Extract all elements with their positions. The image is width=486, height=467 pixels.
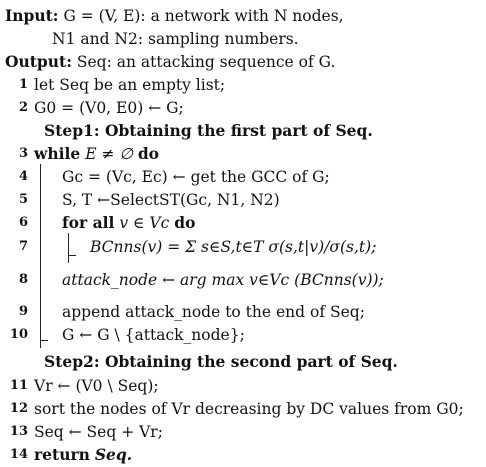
line-number: 3 (18, 146, 28, 161)
while-condition: E ≠ ∅ (85, 145, 133, 163)
for-keyword: for all (62, 213, 115, 232)
line-text: Vr ← (V0 \ Seq); (34, 377, 159, 395)
while-scope-hook (40, 340, 48, 341)
output-label: Output: (5, 52, 72, 71)
do-keyword: do (137, 144, 159, 163)
return-value: Seq. (94, 445, 133, 464)
for-condition: v ∈ Vc (119, 214, 170, 232)
line-text: let Seq be an empty list; (34, 76, 226, 94)
input-label: Input: (5, 6, 59, 25)
line-number: 1 (18, 77, 28, 92)
line-text: attack_node ← arg max v∈Vc (BCnns(v)); (62, 271, 384, 289)
line-text: Gc = (Vc, Ec) ← get the GCC of G; (62, 168, 330, 186)
line-number: 9 (18, 304, 28, 319)
line-number: 2 (18, 100, 28, 115)
line-number: 13 (9, 424, 28, 439)
line-text: sort the nodes of Vr decreasing by DC values from G0; (34, 400, 464, 418)
return-keyword: return (34, 445, 90, 464)
line-text: G ← G \ {attack_node}; (62, 326, 245, 344)
line-text: Seq ← Seq + Vr; (34, 423, 163, 441)
line-number: 11 (9, 378, 28, 393)
line-number: 14 (9, 447, 28, 462)
line-number: 5 (18, 192, 28, 207)
for-scope-hook (68, 255, 76, 256)
for-scope-bar (68, 233, 69, 263)
input-desc: G = (V, E): a network with N nodes, (63, 7, 344, 25)
do-keyword: do (174, 213, 196, 232)
line-number: 4 (18, 169, 28, 184)
line-text: BCnns(v) = Σ s∈S,t∈T σ(s,t|v)/σ(s,t); (90, 238, 377, 256)
while-keyword: while (34, 144, 81, 163)
step1-text: Step1: Obtaining the first part of Seq. (44, 121, 373, 140)
output-desc: Seq: an attacking sequence of G. (76, 53, 336, 71)
step2-text: Step2: Obtaining the second part of Seq. (44, 352, 398, 371)
line-number: 6 (18, 215, 28, 230)
line-number: 7 (18, 239, 28, 254)
line-text: append attack_node to the end of Seq; (62, 303, 365, 321)
line-number: 8 (18, 272, 28, 287)
line-number: 10 (9, 327, 28, 342)
line-text: G0 = (V0, E0) ← G; (34, 99, 184, 117)
line-text: S, T ←SelectST(Gc, N1, N2) (62, 191, 280, 209)
line-number: 12 (9, 401, 28, 416)
input-desc-2: N1 and N2: sampling numbers. (52, 30, 299, 48)
while-scope-bar (40, 164, 41, 348)
